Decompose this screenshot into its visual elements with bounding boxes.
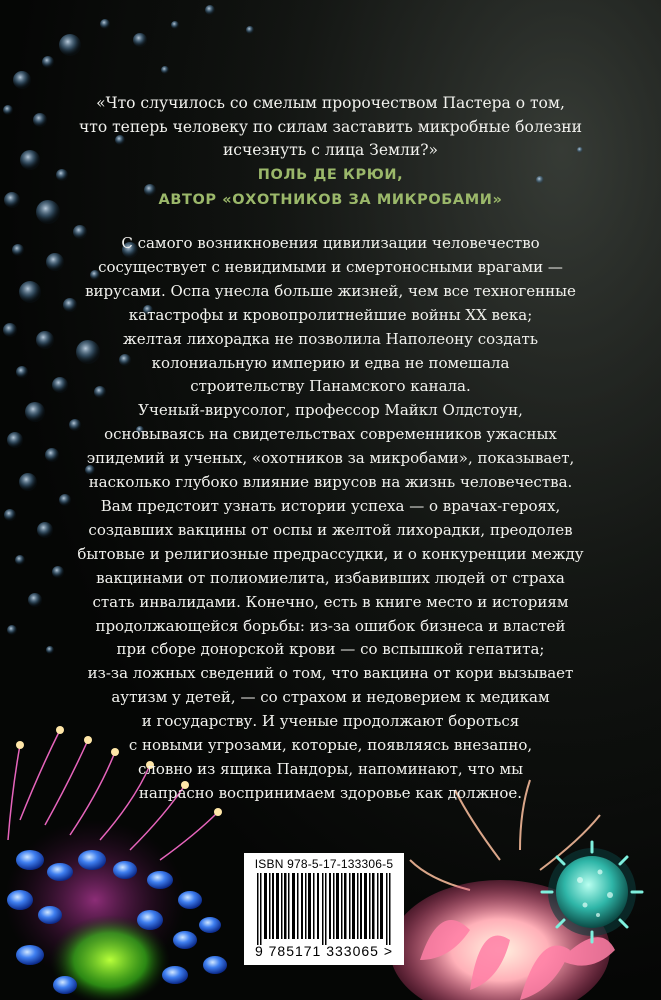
- epigraph-quote: [60, 92, 601, 213]
- quote-author: ПОЛЬ ДЕ КРЮИ,: [257, 166, 404, 183]
- description-line: аутизм у детей, — со страхом и недоверием к медикам: [111, 688, 550, 707]
- description-line: Ученый-вирусолог, профессор Майкл Олдстоун,: [138, 401, 523, 420]
- description-line: из-за ложных сведений о том, что вакцина от кори вызывает: [87, 664, 574, 683]
- quote-author-source: АВТОР «ОХОТНИКОВ ЗА МИКРОБАМИ»: [158, 191, 503, 208]
- description-line: основываясь на свидетельствах современников ужасных: [104, 425, 557, 444]
- virus-icon: [542, 842, 642, 942]
- barcode-digits: 9 785171 333065 >: [254, 943, 394, 959]
- isbn-number: ISBN 978-5-17-133306-5: [254, 857, 394, 871]
- description-line: С самого возникновения цивилизации человечество: [121, 234, 540, 252]
- description-line: стать инвалидами. Конечно, есть в книге место и историям: [92, 592, 569, 611]
- description-line: катастрофы и кровопролитнейшие войны XX века;: [128, 305, 533, 324]
- description-line: при сборе донорской крови — со вспышкой гепатита;: [116, 640, 545, 659]
- description-line: продолжающейся борьбы: из-за ошибок бизнеса и властей: [95, 616, 566, 635]
- description-line: колониальную империю и едва не помешала: [151, 353, 510, 372]
- barcode-bars-icon: [251, 873, 397, 945]
- description-line: эпидемий и ученых, «охотников за микробами», показывает,: [86, 449, 575, 468]
- description-line: насколько глубоко влияние вирусов на жизнь человечества.: [88, 473, 573, 492]
- description-line: желтая лихорадка не позволила Наполеону создать: [123, 329, 538, 348]
- description-line: Вам предстоит узнать истории успеха — о врачах-героях,: [100, 496, 561, 515]
- description-line: строительству Панамского канала.: [190, 377, 471, 396]
- description-line: напрасно воспринимаем здоровье как должное.: [138, 783, 523, 802]
- description-line: сосуществует с невидимыми и смертоносными врагами —: [98, 257, 563, 276]
- description-line: создавших вакцины от оспы и желтой лихорадки, преодолев: [88, 520, 573, 539]
- book-description: [70, 232, 591, 806]
- description-line: и государству. И ученые продолжают бороться: [141, 712, 520, 731]
- description-line: бытовые и религиозные предрассудки, и о конкуренции между: [77, 544, 584, 563]
- description-line: с новыми угрозами, которые, появляясь внезапно,: [128, 736, 533, 755]
- quote-line: что теперь человеку по силам заставить микробные болезни: [79, 117, 582, 136]
- description-line: вирусами. Оспа унесла больше жизней, чем все техногенные: [85, 281, 576, 300]
- quote-line: исчезнуть с лица Земли?»: [222, 141, 439, 159]
- description-line: словно из ящика Пандоры, напоминают, что мы: [137, 759, 524, 778]
- quote-line: «Что случилось со смелым пророчеством Пастера о том,: [96, 94, 565, 112]
- isbn-barcode: [244, 853, 404, 965]
- description-line: вакцинами от полиомиелита, избавивших людей от страха: [96, 568, 565, 587]
